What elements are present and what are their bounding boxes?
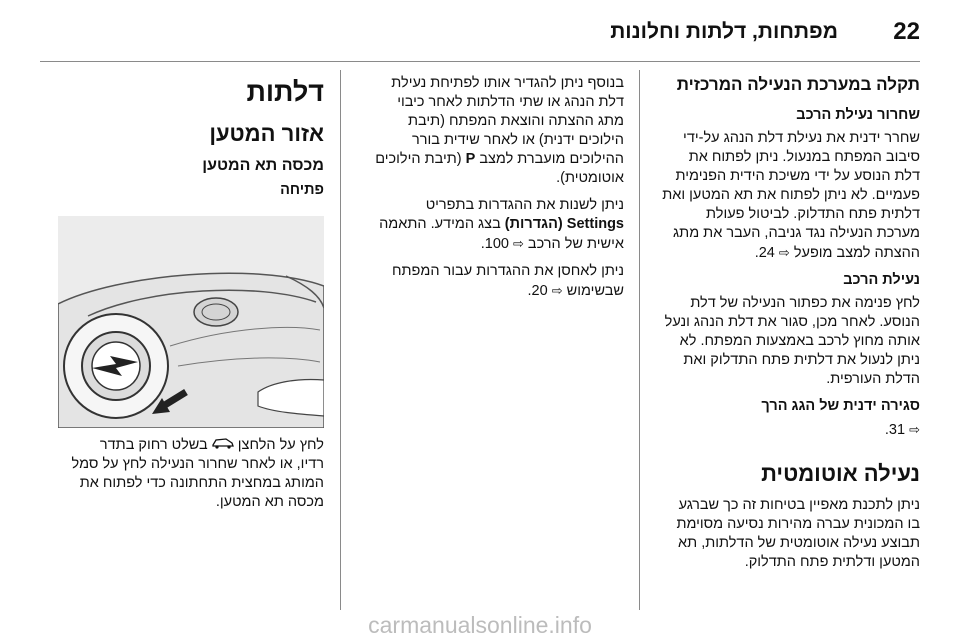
subheading-lock: נעילת הרכב [843,272,920,288]
auto-locking-paragraph: ניתן לתכנת מאפיין בטיחות זה כך שברגע בו המכונית עברה מהירות נסיעה מסוימת תבוצע נעילה אוטומטית של הדלתות, תא המטען ודלתית פתח התדלוק. [676,497,920,570]
ref-arrow-icon: ⇨ [513,236,524,251]
soft-top-reference: ⇨ 31. [884,422,920,438]
settings-paragraph: ניתן לשנות את ההגדרות בתפריט Settings (הגדרות) בצג המידע. התאמה אישית של הרכב ⇨ 100. [379,197,624,252]
ref-arrow-icon: ⇨ [909,422,920,437]
header-rule [40,61,920,62]
store-settings-paragraph: ניתן לאחסן את ההגדרות עבור המפתח שבשימוש ⇨ 20. [391,263,624,299]
column-divider [340,70,341,610]
subheading-soft-top: סגירה ידנית של הגג הרך [761,398,920,414]
column-auto-locking-cont [352,74,624,309]
subsection-tailgate: מכסה תא המטען [202,157,324,174]
car-tailgate-icon [212,437,234,453]
ref-arrow-icon: ⇨ [778,245,790,260]
section-auto-locking: נעילה אוטומטית [761,461,920,486]
chapter-title: דלתות [246,77,324,107]
column-central-locking [652,74,920,580]
page-header [40,18,920,48]
ref-arrow-icon: ⇨ [551,283,563,298]
page-number: 22 [893,18,920,45]
column-divider [639,70,640,610]
caption-paragraph: לחץ על הלחצן בשלט רחוק בתדר רדיו, או לאחר שחרור הנעילה לחץ על סמל המותג במחצית התחתונה כדי לפתוח את מכסה תא המטען. [71,437,324,510]
unlock-paragraph: שחרר ידנית את נעילת דלת הנהג על-ידי סיבוב המפתח במנעול. ניתן לפתוח את דלת הנוסע על ידי משיכת הידית הפנימית פעמיים. לא ניתן לפתוח את תא המטען ואת דלתית פתח התדלוק. לביטול פעולת מערכת הנעילה נגד גניבה, העבר את מתג ההצתה למצב מופעל ⇨ 24. [662,130,920,261]
settings-menu-name: Settings (הגדרות) [504,216,624,232]
tailgate-illustration [58,216,324,428]
watermark: carmanualsonline.info [368,612,592,638]
subheading-unlock: שחרור נעילת הרכב [796,107,920,123]
subheading-opening: פתיחה [280,182,324,198]
page-title: מפתחות, דלתות וחלונות [610,20,838,43]
auto-locking-continued: בנוסף ניתן להגדיר אותו לפתיחת נעילת דלת הנהג או שתי הדלתות לאחר כיבוי מתג ההצתה והוצאת המפתח (תיבת הילוכים ידנית) או לאחר שידית בורר ההילוכים מועברת למצב P (תיבת הילוכים אוטומטית). [375,75,624,186]
tailgate-caption [40,436,324,520]
section-heading: תקלה במערכת הנעילה המרכזית [676,75,920,94]
column-doors [40,74,324,208]
lock-paragraph: לחץ פנימה את כפתור הנעילה של דלת הנוסע. לאחר מכן, סגור את דלת הנהג ונעל אותה מחוץ לרכב באמצעות המפתח. לא ניתן לנעול את דלתית פתח התדלוק ואת הדלת העורפית. [664,295,920,387]
section-luggage-area: אזור המטען [209,121,324,146]
